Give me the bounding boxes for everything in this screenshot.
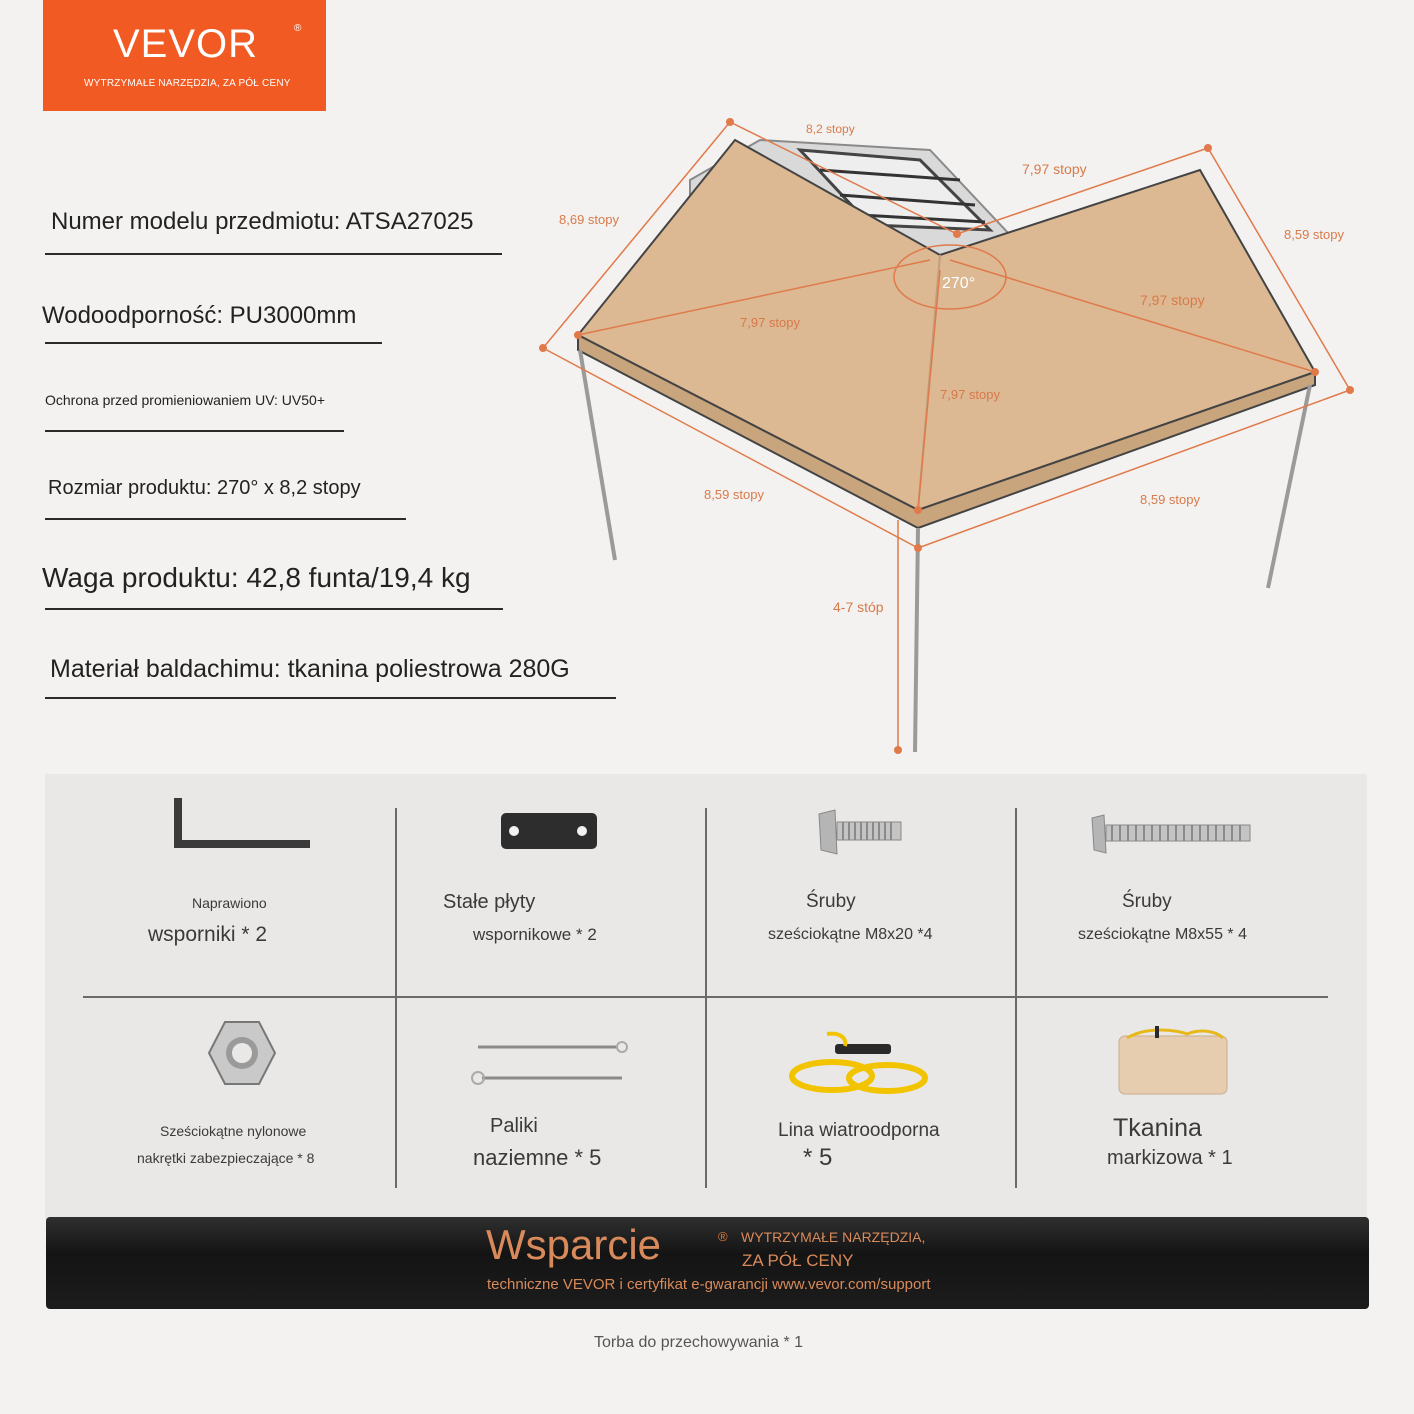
dim-height: 4-7 stóp [833, 599, 884, 615]
panel-row-divider [83, 996, 1328, 998]
bag-support-text: techniczne VEVOR i certyfikat e-gwarancji www.vevor.com/support [487, 1276, 931, 1293]
part-label-rope-1: Lina wiatroodporna [778, 1120, 940, 1141]
panel-divider [395, 808, 397, 1188]
panel-divider [705, 808, 707, 1188]
part-label-short-bolts-2: sześciokątne M8x20 *4 [768, 926, 933, 943]
logo-brand: VEVOR [113, 22, 259, 66]
spec-model: Numer modelu przedmiotu: ATSA27025 [51, 208, 474, 235]
part-label-rope-2: * 5 [803, 1144, 833, 1171]
part-label-plates-1: Stałe płyty [443, 891, 536, 913]
dim-inner-right: 7,97 stopy [1140, 292, 1205, 308]
logo-registered: ® [294, 23, 302, 34]
panel-divider [1015, 808, 1017, 1188]
dim-bottom-right: 8,59 stopy [1140, 492, 1200, 507]
short-bolt-icon [817, 808, 903, 856]
bag-title: Wsparcie [486, 1221, 662, 1268]
spec-waterproof: Wodoodporność: PU3000mm [42, 302, 357, 329]
storage-bag [46, 1217, 1369, 1309]
dim-top-right: 7,97 stopy [1022, 161, 1087, 177]
bag-tagline-1: WYTRZYMAŁE NARZĘDZIA, [741, 1229, 926, 1245]
dim-inner-center: 7,97 stopy [940, 387, 1000, 402]
parts-panel [45, 774, 1367, 1219]
bag-registered: ® [718, 1229, 728, 1244]
spec-material: Materiał baldachimu: tkanina poliestrowa 280G [50, 655, 570, 683]
dim-bottom-left: 8,59 stopy [704, 487, 764, 502]
dim-inner-left: 7,97 stopy [740, 315, 800, 330]
storage-bag-caption: Torba do przechowywania * 1 [594, 1334, 804, 1351]
dim-top: 8,2 stopy [806, 122, 855, 136]
part-label-brackets-1: Naprawiono [192, 895, 267, 911]
hex-nut-icon [207, 1020, 277, 1086]
rope-icon [787, 1028, 929, 1098]
part-label-long-bolts-2: sześciokątne M8x55 * 4 [1078, 926, 1247, 943]
dim-left: 8,69 stopy [559, 212, 619, 227]
logo-tagline: WYTRZYMAŁE NARZĘDZIA, ZA PÓŁ CENY [84, 78, 291, 89]
part-label-fabric-1: Tkanina [1113, 1114, 1202, 1142]
dim-angle: 270° [942, 275, 976, 292]
bag-tagline-2: ZA PÓŁ CENY [742, 1251, 854, 1270]
long-bolt-icon [1090, 814, 1252, 854]
part-label-stakes-1: Paliki [490, 1115, 538, 1137]
spec-weight: Waga produktu: 42,8 funta/19,4 kg [42, 562, 471, 593]
part-label-short-bolts-1: Śruby [806, 891, 856, 912]
part-label-plates-2: wspornikowe * 2 [473, 925, 597, 944]
stake-icon [470, 1038, 630, 1090]
spec-size: Rozmiar produktu: 270° x 8,2 stopy [48, 477, 361, 499]
part-label-nuts-2: nakrętki zabezpieczające * 8 [137, 1150, 315, 1166]
part-label-stakes-2: naziemne * 5 [473, 1145, 602, 1170]
dim-right: 8,59 stopy [1284, 227, 1344, 242]
l-bracket-icon [170, 794, 315, 852]
plate-icon [500, 812, 598, 850]
spec-uv: Ochrona przed promieniowaniem UV: UV50+ [45, 392, 326, 408]
part-label-fabric-2: markizowa * 1 [1107, 1147, 1233, 1169]
part-label-long-bolts-1: Śruby [1122, 891, 1172, 912]
fabric-icon [1117, 1024, 1229, 1096]
part-label-brackets-2: wsporniki * 2 [148, 923, 268, 946]
part-label-nuts-1: Sześciokątne nylonowe [160, 1123, 307, 1139]
